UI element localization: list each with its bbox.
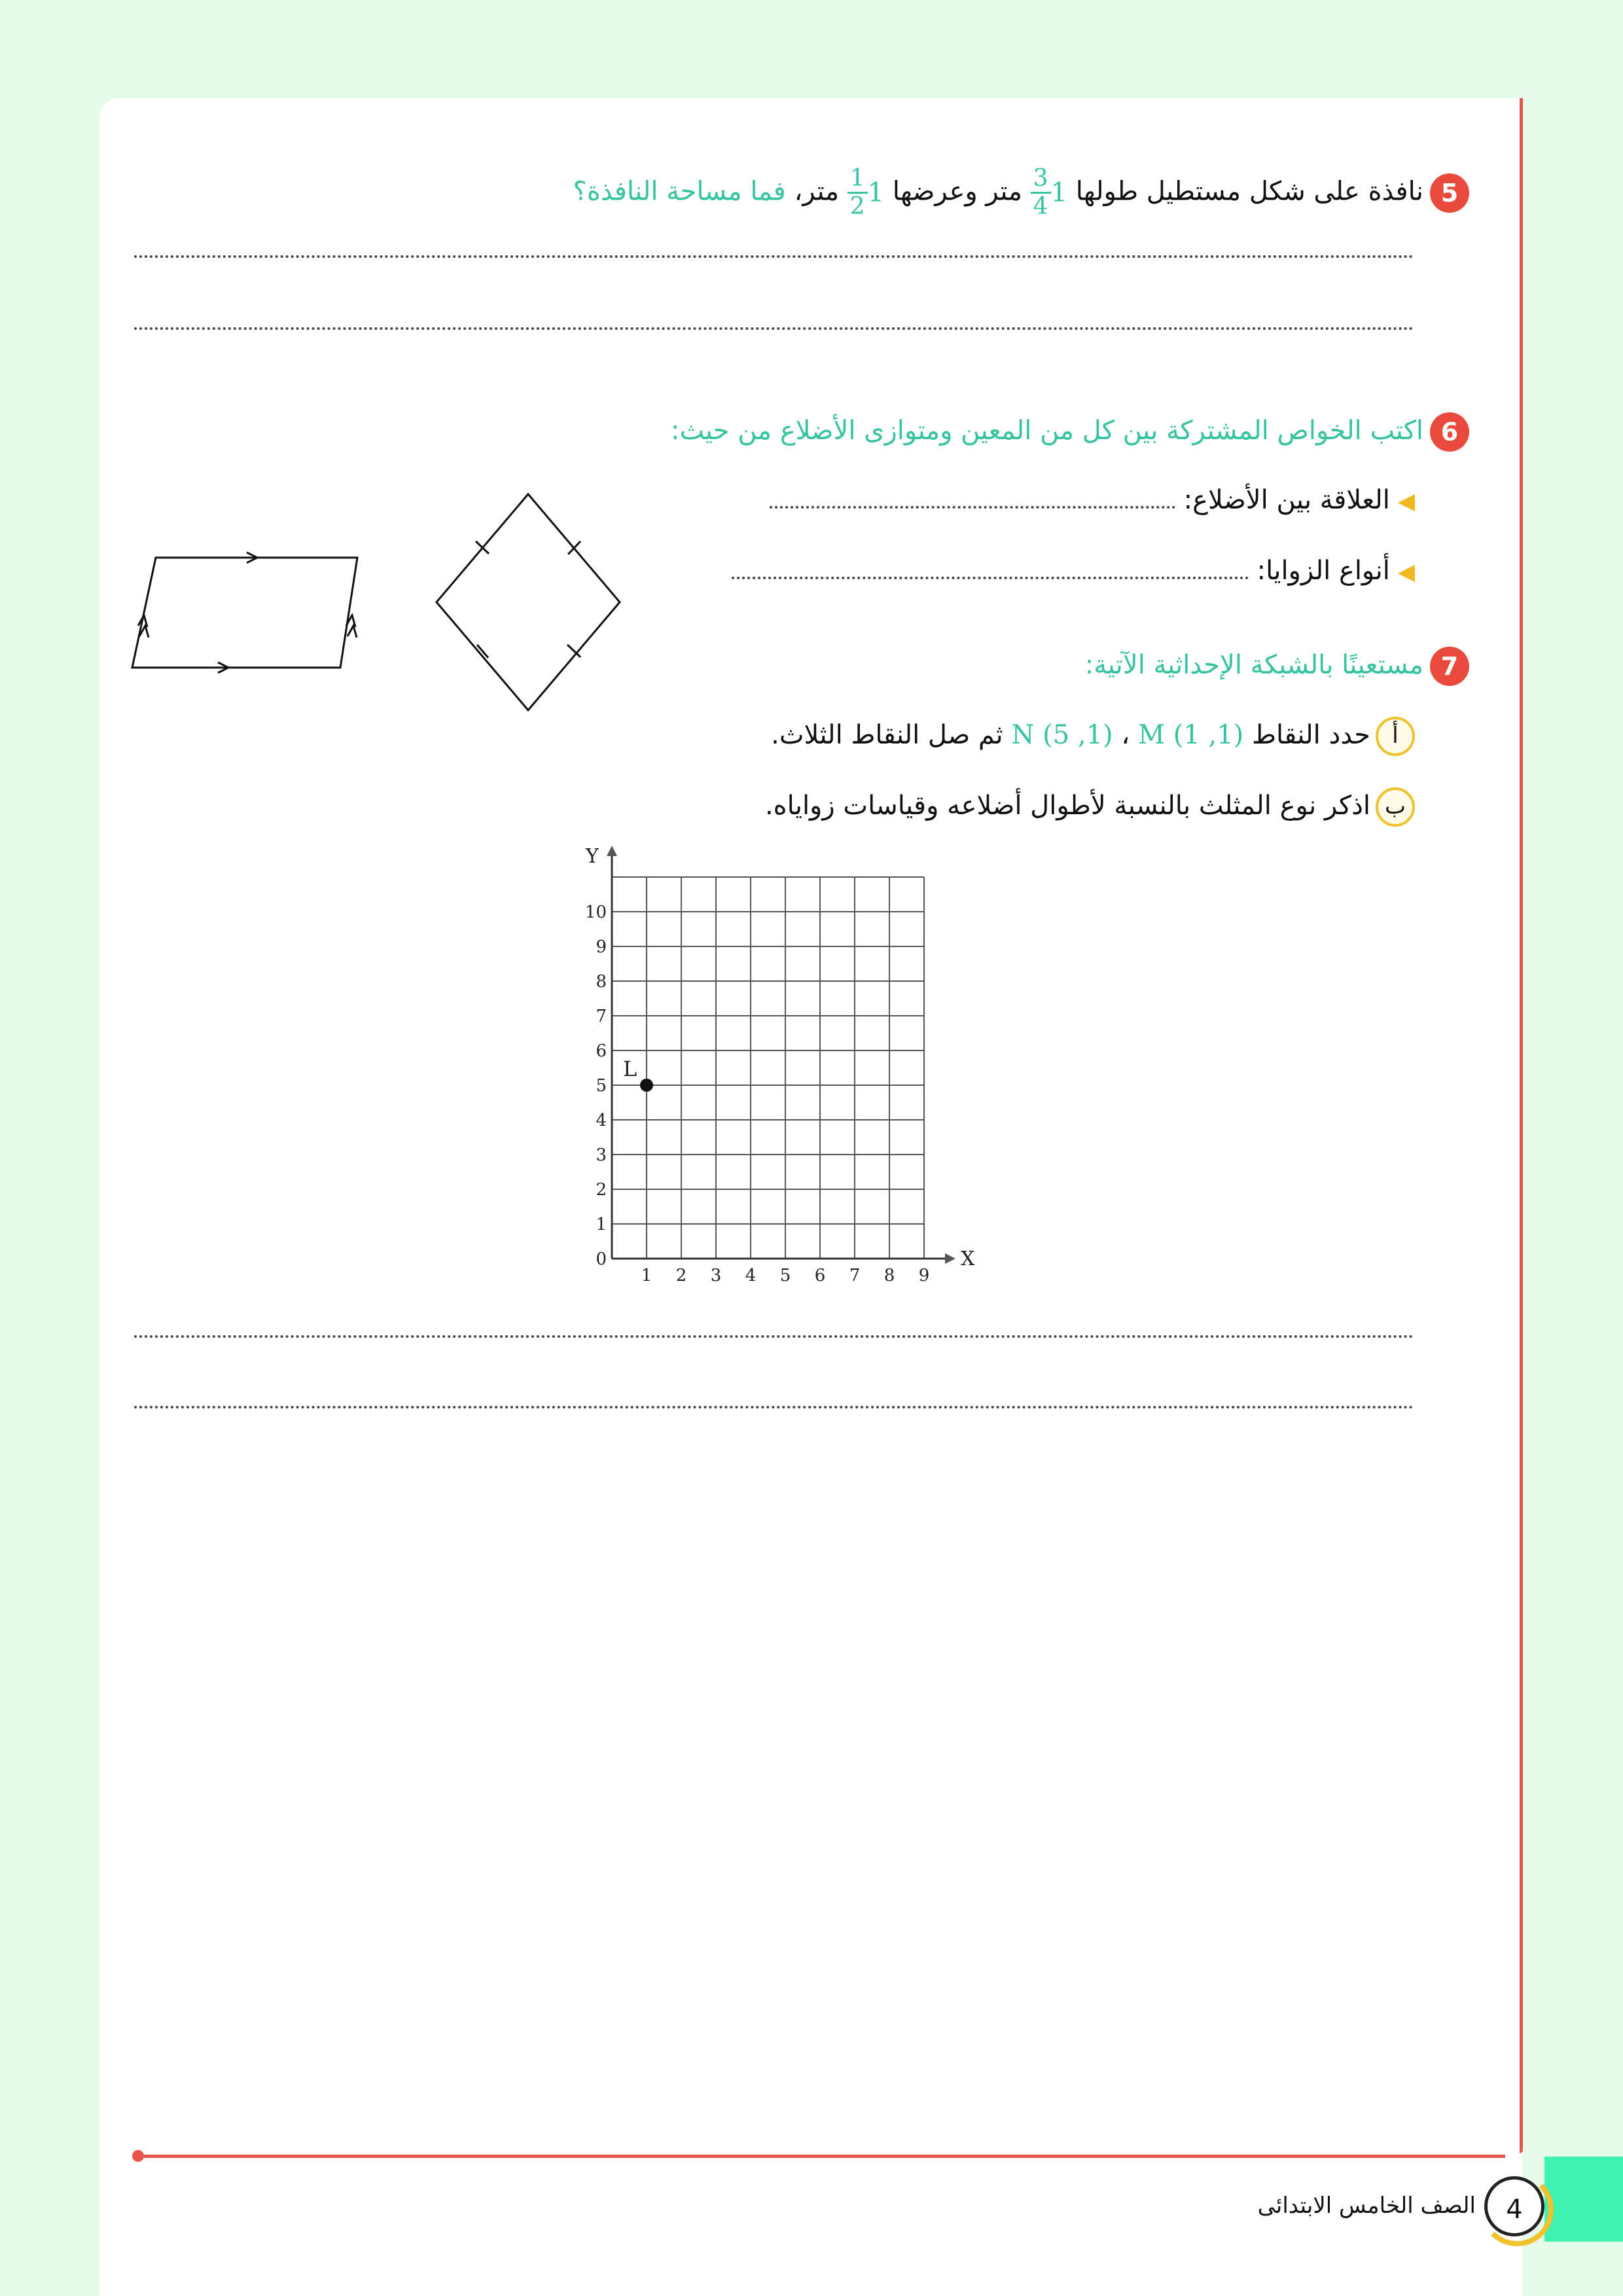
q7-part-a — [771, 717, 1415, 756]
q7a-sep: ، — [1121, 720, 1130, 750]
x-tick-label: 3 — [710, 1266, 722, 1283]
grade-label: الصف الخامس الابتدائى — [1257, 2193, 1476, 2219]
x-tick-label: 4 — [745, 1266, 757, 1283]
q7b-text: اذكر نوع المثلث بالنسبة لأطوال أضلاعه وقياسات زواياه. — [764, 791, 1370, 821]
x-tick-label: 8 — [883, 1266, 895, 1283]
rhombus-figure — [429, 488, 625, 717]
y-tick-label: 6 — [596, 1041, 607, 1061]
q5-text-c: متر، — [794, 176, 839, 207]
q5-length-fraction: $\frac{3}{4}$ — [1031, 167, 1051, 219]
answer-line[interactable] — [134, 1335, 1414, 1338]
answer-line[interactable] — [134, 1406, 1414, 1408]
question-number-6: 6 — [1430, 412, 1469, 452]
q5-width-whole: 1 — [867, 177, 885, 208]
answer-line[interactable] — [134, 327, 1414, 330]
y-tick-label: 4 — [596, 1111, 607, 1130]
y-tick-label: 7 — [596, 1007, 607, 1026]
q5-length-whole: 1 — [1050, 177, 1067, 208]
page-number: 4 — [1484, 2176, 1544, 2236]
q6-item-angles — [732, 555, 1415, 586]
y-tick-label: 8 — [596, 972, 607, 992]
q7a-text-before: حدد النقاط — [1251, 720, 1370, 750]
part-b-badge: ب — [1376, 787, 1415, 827]
question-7 — [1085, 647, 1469, 686]
triangle-bullet-icon: ◀ — [1397, 488, 1415, 514]
y-tick-label: 2 — [596, 1180, 607, 1200]
y-tick-label: 5 — [596, 1076, 607, 1096]
answer-line[interactable] — [134, 255, 1414, 258]
q5-text-a: نافذة على شكل مستطيل طولها — [1075, 176, 1423, 207]
answer-blank[interactable] — [770, 506, 1175, 509]
x-tick-label: 9 — [918, 1266, 930, 1283]
parallelogram-figure — [128, 550, 363, 674]
question-number-5: 5 — [1430, 173, 1469, 213]
y-tick-label: 10 — [584, 903, 607, 922]
q7a-point-m: M (1 ,1) — [1138, 720, 1244, 750]
point-label: L — [623, 1056, 637, 1081]
q5-width-fraction: $\frac{1}{2}$ — [847, 167, 868, 219]
question-number-7: 7 — [1430, 647, 1469, 686]
x-tick-label: 6 — [814, 1266, 826, 1283]
part-a-badge: أ — [1376, 717, 1415, 756]
footer-tab — [1544, 2157, 1623, 2242]
x-tick-label: 5 — [779, 1266, 791, 1283]
y-axis-label: Y — [586, 845, 599, 868]
q7-part-b — [765, 787, 1415, 827]
q7a-point-n: N (5 ,1) — [1011, 720, 1113, 750]
x-axis-label: X — [961, 1247, 975, 1270]
border-dot — [132, 2150, 144, 2162]
point-marker — [640, 1079, 653, 1092]
q5-question: فما مساحة النافذة؟ — [573, 176, 786, 207]
x-axis-arrow-icon — [945, 1253, 955, 1264]
q7a-text-after: ثم صل النقاط الثلاث. — [771, 720, 1003, 750]
coordinate-grid[interactable] — [563, 838, 1034, 1283]
y-tick-label: 9 — [596, 937, 607, 957]
x-tick-label: 7 — [849, 1266, 861, 1283]
q6-item-label: أنواع الزوايا: — [1257, 556, 1390, 586]
page-bottom-border — [137, 2155, 1505, 2158]
x-tick-label: 2 — [675, 1266, 687, 1283]
question-5 — [573, 167, 1469, 219]
q6-item-label: العلاقة بين الأضلاع: — [1183, 485, 1390, 515]
y-tick-label: 1 — [596, 1215, 607, 1234]
answer-blank[interactable] — [732, 577, 1249, 579]
y-tick-label: 0 — [596, 1249, 607, 1269]
q7-text: مستعينًا بالشبكة الإحداثية الآتية: — [1084, 650, 1423, 680]
q5-text-b: متر وعرضها — [892, 176, 1022, 207]
q6-text: اكتب الخواص المشتركة بين كل من المعين ومتوازى الأضلاع من حيث: — [670, 416, 1423, 446]
page-right-border — [1520, 98, 1523, 2153]
triangle-bullet-icon: ◀ — [1397, 559, 1415, 585]
y-tick-label: 3 — [596, 1145, 607, 1165]
q6-item-sides — [770, 484, 1415, 516]
question-6 — [671, 412, 1469, 452]
y-axis-arrow-icon — [607, 846, 617, 856]
x-tick-label: 1 — [641, 1266, 652, 1283]
